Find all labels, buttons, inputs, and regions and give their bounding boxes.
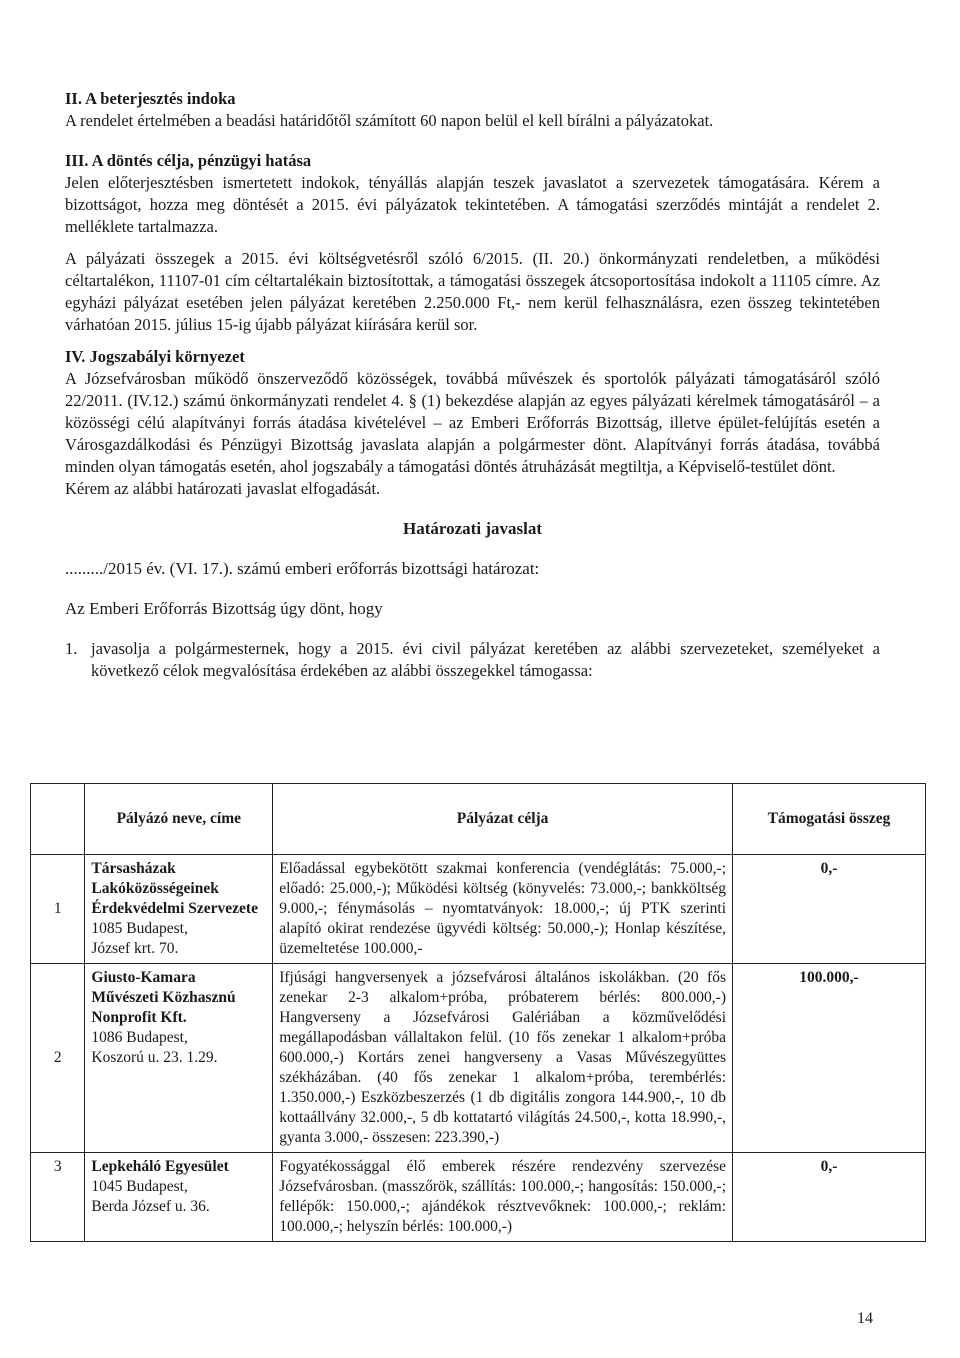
applicant-address-line: József krt. 70. [91,940,179,957]
amount-cell: 0,- [733,855,926,964]
row-number: 3 [31,1153,85,1242]
grants-table [30,783,926,1242]
resolution-title: Határozati javaslat [403,519,542,538]
header-amount: Támogatási összeg [733,784,926,855]
table-row [31,964,926,1153]
header-applicant: Pályázó neve, címe [85,784,273,855]
applicant-cell [85,855,273,964]
page-number: 14 [857,1310,873,1327]
purpose-cell: Előadással egybekötött szakmai konferencia (vendéglátás: 75.000,-; előadó: 25.000,-); Működési költség (könyvelés: 73.000,-; bankköltség 9.000,-; fénymásolás – nyomtatványok: 18.000,-; új PTK szerinti alapító okirat rendezése ügyvédi költség: 50.000,-); Honlap készítése, üzemeltetése 100.000,- [273,855,733,964]
amount-cell: 0,- [733,1153,926,1242]
section-4-heading: IV. Jogszabályi környezet [65,347,245,366]
item-text: javasolja a polgármesternek, hogy a 2015. évi civil pályázat keretében az alábbi szervezeteket, személyeket a következő célok megvalósítása érdekében az alábbi összegekkel támogassa: [91,639,880,680]
item-number: 1. [65,639,78,658]
applicant-address-line: 1045 Budapest, [91,1178,188,1195]
applicant-cell [85,1153,273,1242]
table-row [31,855,926,964]
purpose-cell: Ifjúsági hangversenyek a józsefvárosi általános iskolákban. (20 fős zenekar 2-3 alkalom+próba, próbaterem bérlés: 800.000,-) Hangverseny a Józsefvárosi Galériában a közművelődési megállapodásban vállaltakon felül. (10 fős zenekar 1 alkalom+próba 600.000,-) Kortárs zenei hangverseny a Vasas Művészegyüttes székházában. (40 fős zenekar 1 alkalom+próba, terembérlés: 1.350.000,-) Eszközbeszerzés (1 db digitális zongora 144.900,-, 10 db kottaállvány 32.000,-, 5 db kottatartó világítás 24.500,-, kotta 18.990,-, gyanta 3.000,- összesen: 223.390,-) [273,964,733,1153]
row-number: 1 [31,855,85,964]
section-4-paragraph-1: A Józsefvárosban működő önszerveződő közösségek, továbbá művészek és sportolók pályázati támogatásáról szóló 22/2011. (IV.12.) számú önkormányzati rendelet 4. § (1) bekezdése alapján az egyes pályázati kérelmek támogatásáról – a közösségi célú alapítványi forrás átadása kivételével – az Emberi Erőforrás Bizottság, illetve épület-felújítás esetén a Városgazdálkodási és Pénzügyi Bizottság javaslata alapján a polgármester dönt. Alapítványi forrás átadása, továbbá minden olyan támogatás esetén, ahol jogszabály a támogatási döntés átruházását megtiltja, a Képviselő-testület dönt. [65,369,880,476]
resolution-item-1 [65,638,880,682]
header-purpose: Pályázat célja [273,784,733,855]
applicant-name: Lepkeháló Egyesület [91,1158,229,1175]
committee-intro: Az Emberi Erőforrás Bizottság úgy dönt, hogy [65,599,383,618]
section-3-paragraph-1: Jelen előterjesztésben ismertetett indokok, tényállás alapján teszek javaslatot a szervezetek támogatására. Kérem a bizottságot, hozza meg döntését a 2015. évi pályázatok tekintetében. A támogatási szerződés mintáját a rendelet 2. melléklete tartalmazza. [65,173,880,236]
applicant-cell [85,964,273,1153]
applicant-address-line: 1086 Budapest, [91,1029,188,1046]
section-3-paragraph-2: A pályázati összegek a 2015. évi költségvetésről szóló 6/2015. (II. 20.) önkormányzati rendeletben, a működési céltartalékon, 11107-01 cím céltartalékain biztosítottak, a támogatási összegek átcsoportosítása indokolt a 11105 címre. Az egyházi pályázat esetében jelen pályázat keretében 2.250.000 Ft,- nem kerül felhasználásra, ezen összeg tekintetében várhatóan 2015. július 15-ig újabb pályázat kiírására kerül sor. [65,249,880,334]
applicant-address-line: 1085 Budapest, [91,920,188,937]
row-number: 2 [31,964,85,1153]
table-row [31,1153,926,1242]
document-body [65,88,880,682]
amount-cell: 100.000,- [733,964,926,1153]
applicant-name: Giusto-Kamara Művészeti Közhasznú Nonprofit Kft. [91,969,236,1026]
header-number [31,784,85,855]
applicant-name: Társasházak Lakóközösségeinek Érdekvédelmi Szervezete [91,860,258,917]
section-3-heading: III. A döntés célja, pénzügyi hatása [65,151,312,170]
applicant-address-line: Koszorú u. 23. 1.29. [91,1049,218,1066]
section-4-paragraph-2: Kérem az alábbi határozati javaslat elfogadását. [65,479,381,498]
applicant-address-line: Berda József u. 36. [91,1198,210,1215]
purpose-cell: Fogyatékossággal élő emberek részére rendezvény szervezése Józsefvárosban. (masszőrök, szállítás: 100.000,-; hangosítás: 150.000,-; fellépők: 150.000,-; ajándékok résztvevőknek: 100.000,-; reklám: 100.000,-; helyszín bérlés: 100.000,-) [273,1153,733,1242]
section-2-text: A rendelet értelmében a beadási határidőtől számított 60 napon belül el kell bírálni a pályázatokat. [65,111,714,130]
resolution-number: ........./2015 év. (VI. 17.). számú emberi erőforrás bizottsági határozat: [65,559,540,578]
table-header-row [31,784,926,855]
section-2-heading: II. A beterjesztés indoka [65,89,236,108]
